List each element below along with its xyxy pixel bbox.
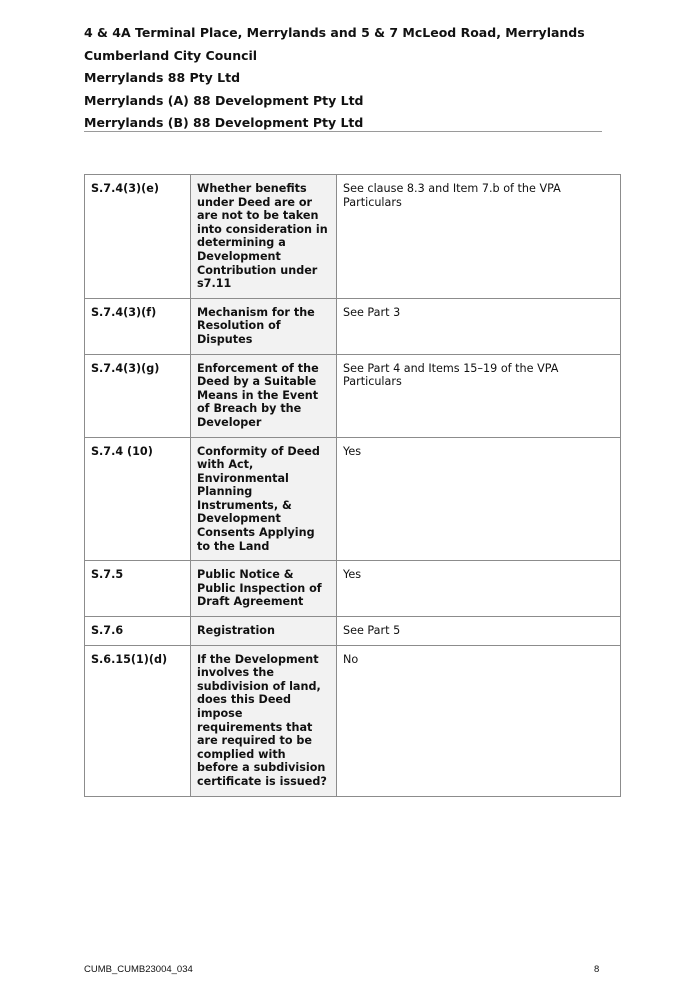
- table-row: [85, 298, 621, 354]
- table-row: [85, 175, 621, 299]
- header-party-1: Merrylands 88 Pty Ltd: [84, 70, 241, 85]
- section-cell: S.6.15(1)(d): [85, 645, 191, 796]
- detail-cell: See Part 3: [337, 298, 621, 354]
- section-cell: S.7.4(3)(e): [85, 175, 191, 299]
- detail-cell: No: [337, 645, 621, 796]
- section-cell: S.7.4(3)(g): [85, 354, 191, 437]
- detail-cell: See Part 4 and Items 15–19 of the VPA Particulars: [337, 354, 621, 437]
- subject-cell: Whether benefits under Deed are or are not to be taken into consideration in determining a Development Contribution under s7.11: [191, 175, 337, 299]
- section-cell: S.7.4 (10): [85, 437, 191, 561]
- deed-requirements-table: [84, 174, 621, 797]
- section-cell: S.7.4(3)(f): [85, 298, 191, 354]
- footer-document-id: CUMB_CUMB23004_034: [84, 964, 193, 975]
- table-row: [85, 354, 621, 437]
- subject-cell: Public Notice & Public Inspection of Draft Agreement: [191, 561, 337, 617]
- detail-cell: Yes: [337, 561, 621, 617]
- table-row: [85, 645, 621, 796]
- subject-cell: Conformity of Deed with Act, Environmental Planning Instruments, & Development Consents Applying to the Land: [191, 437, 337, 561]
- header-council: Cumberland City Council: [84, 47, 258, 63]
- table-row: [85, 437, 621, 561]
- subject-cell: Enforcement of the Deed by a Suitable Means in the Event of Breach by the Developer: [191, 354, 337, 437]
- table-row: [85, 561, 621, 617]
- subject-cell: Mechanism for the Resolution of Disputes: [191, 298, 337, 354]
- footer-page-number: 8: [594, 964, 600, 975]
- section-cell: S.7.5: [85, 561, 191, 617]
- header-property-address: 4 & 4A Terminal Place, Merrylands and 5 & 7 McLeod Road, Merrylands: [84, 25, 585, 40]
- detail-cell: Yes: [337, 437, 621, 561]
- header-party-2: Merrylands (A) 88 Development Pty Ltd: [84, 92, 364, 108]
- table-row: [85, 617, 621, 646]
- header-divider: [84, 131, 602, 132]
- section-cell: S.7.6: [85, 617, 191, 646]
- detail-cell: See Part 5: [337, 617, 621, 646]
- document-header: [84, 22, 602, 135]
- header-party-3: Merrylands (B) 88 Development Pty Ltd: [84, 115, 364, 130]
- subject-cell: Registration: [191, 617, 337, 646]
- subject-cell: If the Development involves the subdivision of land, does this Deed impose requirements that are required to be complied with before a subdivision certificate is issued?: [191, 645, 337, 796]
- detail-cell: See clause 8.3 and Item 7.b of the VPA Particulars: [337, 175, 621, 299]
